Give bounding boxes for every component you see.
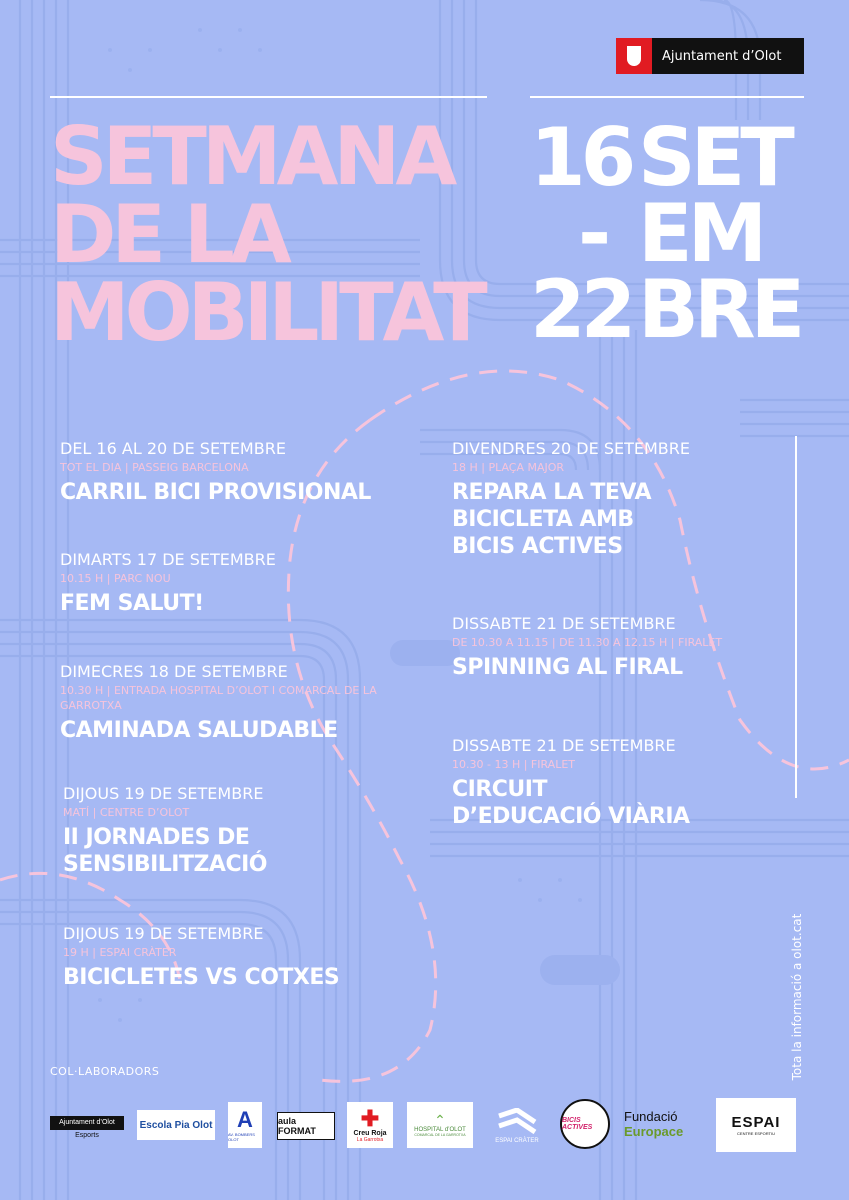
event-title-line: SPINNING AL FIRAL xyxy=(452,655,683,680)
logo-subtext: COMARCAL DE LA GARROTXA xyxy=(414,1133,466,1137)
logo-espai xyxy=(716,1098,796,1152)
event-title-line: SENSIBILITZACIÓ xyxy=(63,852,267,877)
event-title-line: BICICLETES VS COTXES xyxy=(63,965,340,990)
event-details: DE 10.30 A 11.15 | DE 11.30 A 12.15 H | FIRALET xyxy=(452,636,723,649)
logo-subtext: Europace xyxy=(624,1124,684,1139)
logo-text: A xyxy=(237,1107,253,1132)
event-title xyxy=(60,717,400,744)
event-date: DIVENDRES 20 DE SETEMBRE xyxy=(452,439,690,458)
collaborators-label: COL·LABORADORS xyxy=(50,1065,160,1078)
top-rule-left xyxy=(50,96,487,98)
event-item xyxy=(452,614,722,681)
event-title-line: REPARA LA TEVA xyxy=(452,480,652,505)
date-cell: EM xyxy=(638,187,763,280)
event-details: MATÍ | CENTRE D’OLOT xyxy=(63,806,190,819)
date-row xyxy=(530,263,801,356)
event-details: TOT EL DIA | PASSEIG BARCELONA xyxy=(60,461,249,474)
event-details: 18 H | PLAÇA MAJOR xyxy=(452,461,565,474)
date-cell: 16 xyxy=(530,111,632,204)
event-item xyxy=(60,550,276,617)
page-title xyxy=(50,110,483,359)
logo-text: BICIS ACTIVES xyxy=(562,1117,593,1131)
brand-name: Ajuntament d’Olot xyxy=(662,48,782,64)
top-rule-right xyxy=(530,96,804,98)
logo-text: ESPAI CRÀTER xyxy=(495,1138,539,1144)
event-title xyxy=(452,479,690,560)
logo-subtext: Esports xyxy=(75,1131,99,1139)
website-link[interactable]: Tota la informació a olot.cat xyxy=(790,913,804,1081)
logo-text: Ajuntament d’Olot xyxy=(50,1116,124,1130)
event-details: 19 H | ESPAI CRÀTER xyxy=(63,946,177,959)
logo-bicis-actives xyxy=(560,1099,610,1149)
event-title-line: BICIS ACTIVES xyxy=(452,534,623,559)
event-item xyxy=(60,662,400,744)
event-title-line: BICICLETA AMB xyxy=(452,507,634,532)
crater-icon xyxy=(495,1108,539,1138)
event-dates xyxy=(530,111,801,356)
event-date: DISSABTE 21 DE SETEMBRE xyxy=(452,614,676,633)
event-title-line: CIRCUIT xyxy=(452,777,547,802)
date-row xyxy=(530,111,800,204)
event-details: 10.30 H | ENTRADA HOSPITAL D’OLOT I COMARCAL DE LA GARROTXA xyxy=(60,684,377,712)
title-line: SETMANA xyxy=(50,110,453,203)
event-title-line: CARRIL BICI PROVISIONAL xyxy=(60,480,371,505)
shield-icon xyxy=(616,38,652,74)
logo-bombers xyxy=(228,1102,262,1148)
event-item xyxy=(452,439,690,560)
event-title xyxy=(60,590,276,617)
event-date: DIJOUS 19 DE SETEMBRE xyxy=(63,784,264,803)
ajuntament-logo xyxy=(616,38,804,74)
event-title-line: FEM SALUT! xyxy=(60,591,204,616)
title-line: DE LA xyxy=(50,188,287,281)
logo-text: aula FORMAT xyxy=(278,1116,316,1136)
logo-espai-crater xyxy=(490,1100,544,1152)
logo-hospital-olot xyxy=(407,1102,473,1148)
date-row xyxy=(530,187,800,280)
event-item xyxy=(60,439,371,506)
event-date: DIMECRES 18 DE SETEMBRE xyxy=(60,662,288,681)
logo-subtext: CENTRE ESPORTIU xyxy=(737,1131,775,1136)
event-title xyxy=(63,964,339,991)
event-title xyxy=(452,776,690,830)
side-divider xyxy=(795,436,797,798)
date-cell: 22 xyxy=(530,263,632,356)
event-title xyxy=(63,824,267,878)
logo-subtext: La Garrotxa xyxy=(356,1136,384,1143)
event-title xyxy=(60,479,371,506)
logo-ajuntament-esports xyxy=(48,1112,126,1142)
mountain-icon: ⌃ xyxy=(434,1112,446,1128)
event-details: 10.15 H | PARC NOU xyxy=(60,572,171,585)
event-date: DISSABTE 21 DE SETEMBRE xyxy=(452,736,676,755)
logo-subtext: AV. BOMBERS OLOT xyxy=(228,1132,255,1142)
date-cell: SET xyxy=(638,111,790,204)
logo-aula-format xyxy=(277,1112,335,1140)
event-title-line: D’EDUCACIÓ VIÀRIA xyxy=(452,804,690,829)
event-item xyxy=(452,736,690,830)
logo-fundacio-europace xyxy=(624,1106,704,1142)
red-cross-icon: ✚ xyxy=(360,1105,380,1131)
event-title-line: II JORNADES DE xyxy=(63,825,250,850)
title-line: MOBILITAT xyxy=(50,266,483,359)
logo-text: ESPAI xyxy=(731,1114,781,1131)
event-date: DIJOUS 19 DE SETEMBRE xyxy=(63,924,264,943)
logo-text: Creu Roja xyxy=(353,1129,387,1137)
event-item xyxy=(63,784,267,878)
event-title-line: CAMINADA SALUDABLE xyxy=(60,718,338,743)
event-date: DEL 16 AL 20 DE SETEMBRE xyxy=(60,439,286,458)
logo-text: HOSPITAL d’OLOT xyxy=(414,1127,466,1133)
date-cell: BRE xyxy=(638,263,801,356)
date-cell: - xyxy=(578,187,607,280)
event-date: DIMARTS 17 DE SETEMBRE xyxy=(60,550,276,569)
event-title xyxy=(452,654,722,681)
logo-text: Fundació xyxy=(624,1109,678,1124)
logo-creu-roja xyxy=(347,1102,393,1148)
logo-escola-pia xyxy=(137,1110,215,1140)
logo-text: Escola Pia Olot xyxy=(139,1119,213,1131)
event-details: 10.30 - 13 H | FIRALET xyxy=(452,758,576,771)
event-item xyxy=(63,924,339,991)
